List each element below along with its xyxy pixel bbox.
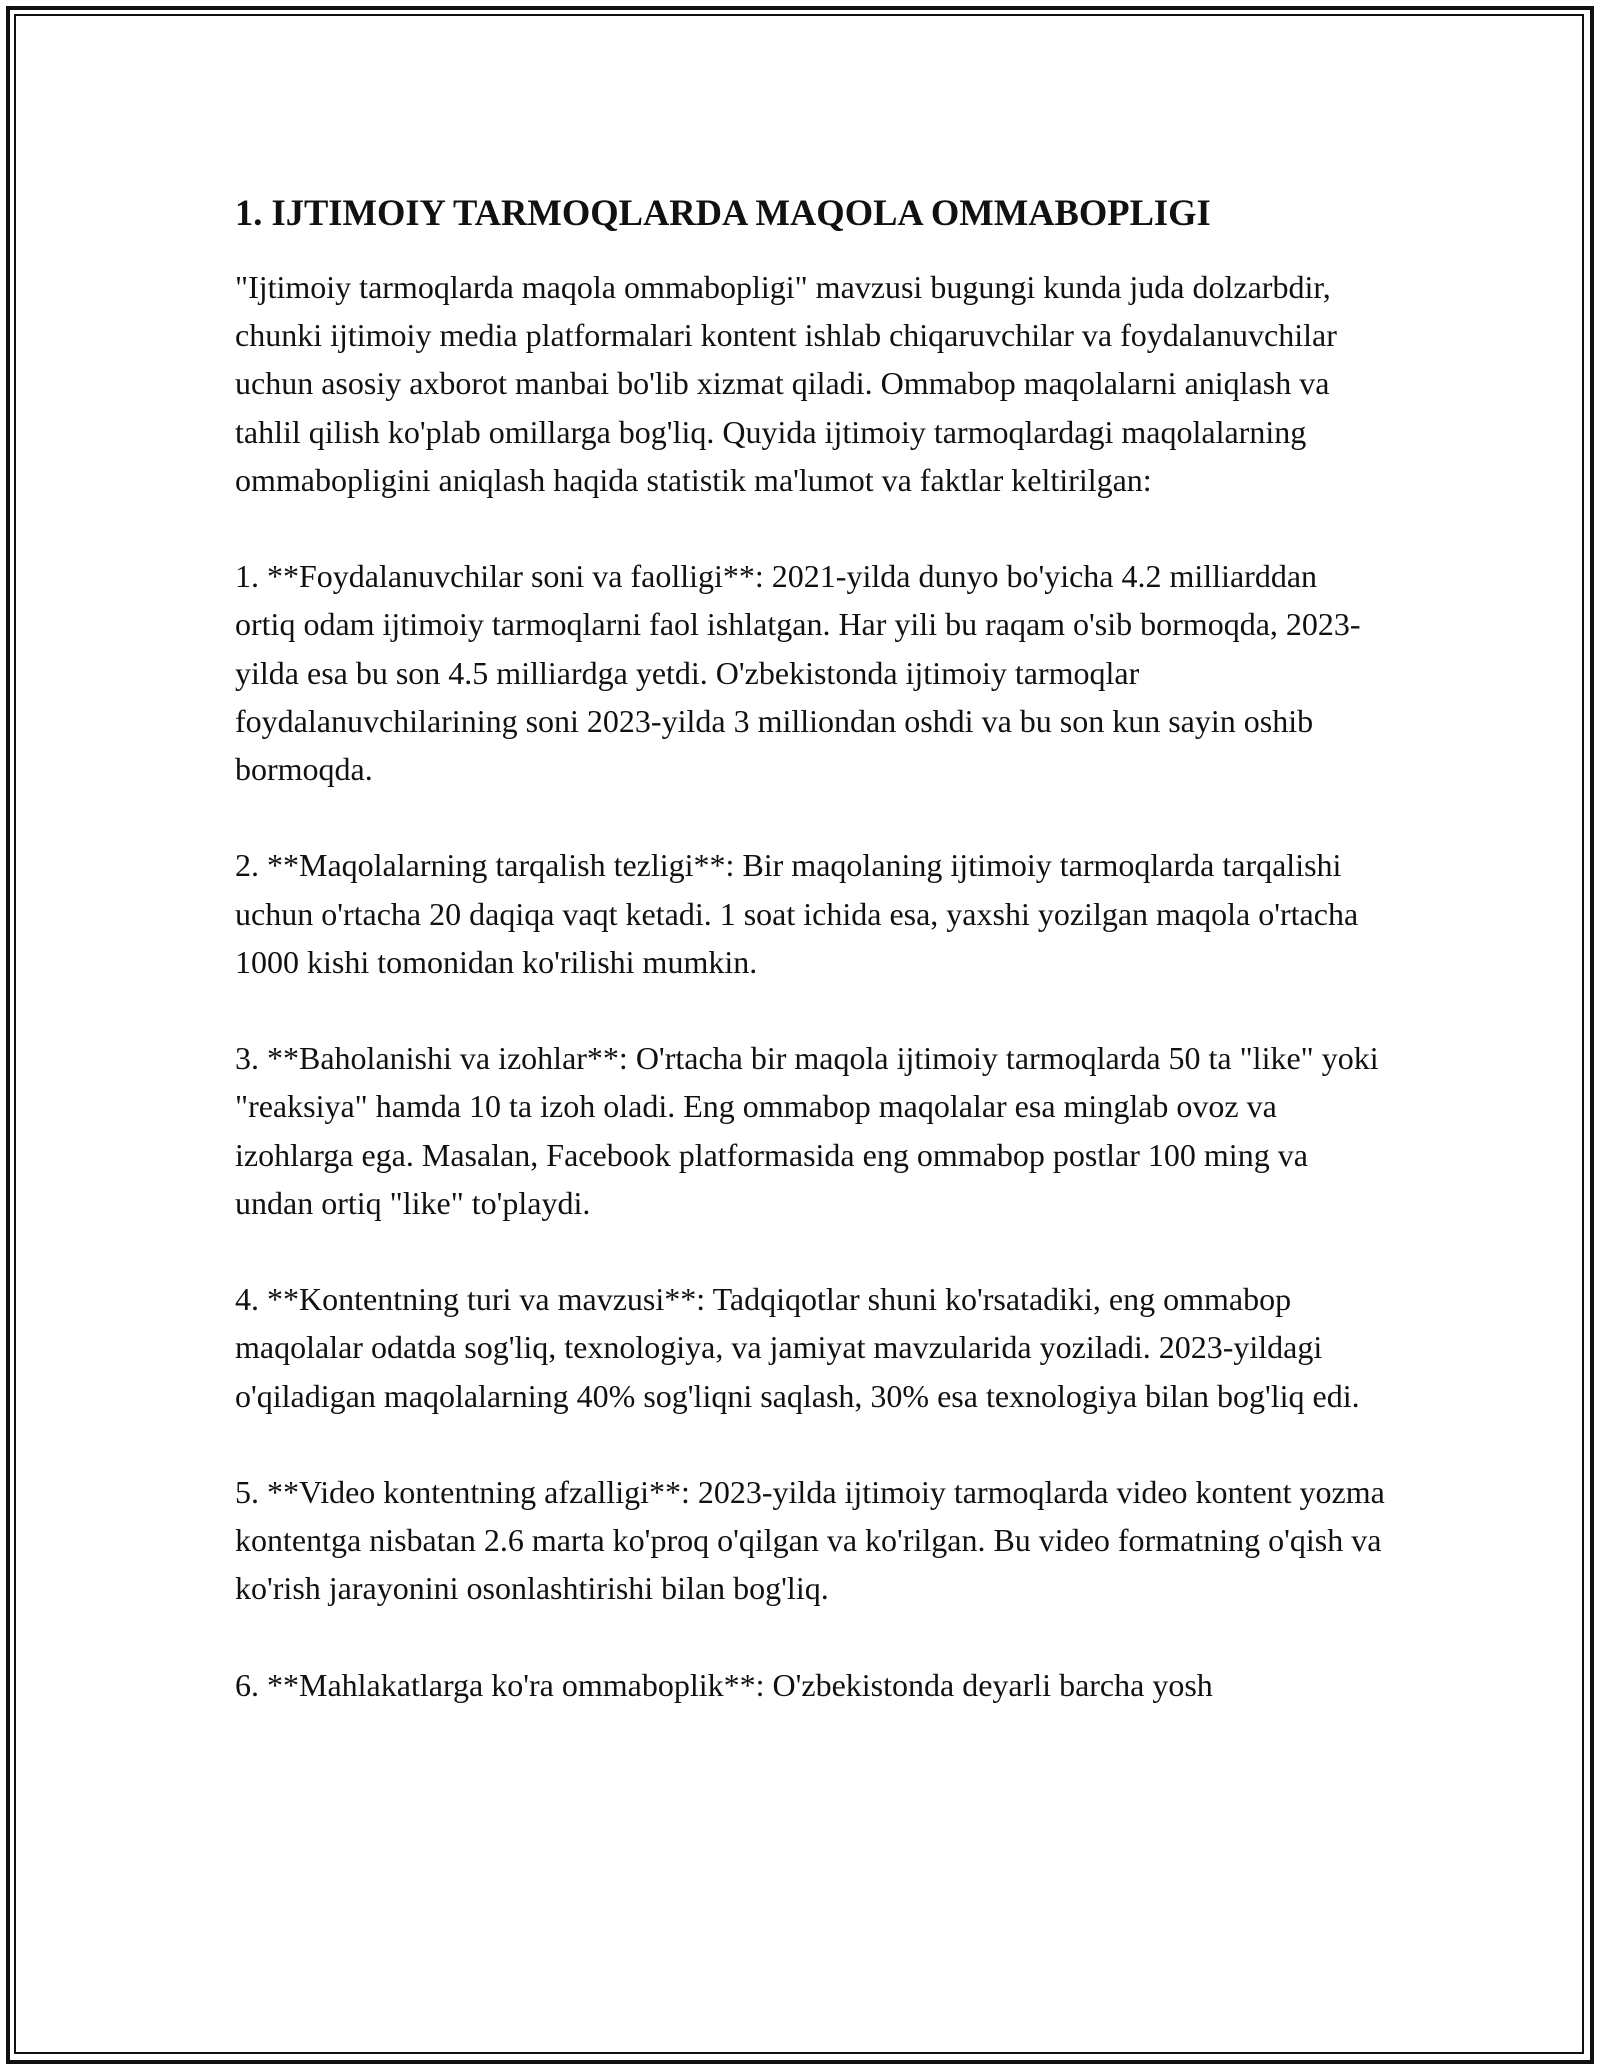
paragraph-item-5: 5. **Video kontentning afzalligi**: 2023-yilda ijtimoiy tarmoqlarda video kontent yozma kontentga nisbatan 2.6 marta ko'proq o'qilgan va ko'rilgan. Bu video formatning o'qish va ko'rish jarayonini osonlashtirishi bilan bog'liq. <box>235 1474 1385 1607</box>
paragraph-item-3: 3. **Baholanishi va izohlar**: O'rtacha bir maqola ijtimoiy tarmoqlarda 50 ta "like" yoki "reaksiya" hamda 10 ta izoh oladi. Eng ommabop maqolalar esa minglab ovoz va izohlarga ega. Masalan, Facebook platformasida eng ommabop postlar 100 ming va undan ortiq "like" to'playdi. <box>235 1040 1379 1221</box>
paragraph-intro: "Ijtimoiy tarmoqlarda maqola ommabopligi" mavzusi bugungi kunda juda dolzarbdir, chunki ijtimoiy media platformalari kontent ishlab chiqaruvchilar va foydalanuvchilar uchun asosiy axborot manbai bo'lib xizmat qiladi. Ommabop maqolalarni aniqlash va tahlil qilish ko'plab omillarga bog'liq. Quyida ijtimoiy tarmoqlardagi maqolalarning ommabopligini aniqlash haqida statistik ma'lumot va faktlar keltirilgan: <box>235 269 1337 498</box>
paragraph-item-1: 1. **Foydalanuvchilar soni va faolligi**: 2021-yilda dunyo bo'yicha 4.2 milliarddan ortiq odam ijtimoiy tarmoqlarni faol ishlatgan. Har yili bu raqam o'sib bormoqda, 2023-yilda esa bu son 4.5 milliardga yetdi. O'zbekistonda ijtimoiy tarmoqlar foydalanuvchilarining soni 2023-yilda 3 milliondan oshdi va bu son kun sayin oshib bormoqda. <box>235 558 1361 788</box>
document-title: 1. IJTIMOIY TARMOQLARDA MAQOLA OMMABOPLIGI <box>235 192 1211 233</box>
paragraph-item-2: 2. **Maqolalarning tarqalish tezligi**: Bir maqolaning ijtimoiy tarmoqlarda tarqalishi uchun o'rtacha 20 daqiqa vaqt ketadi. 1 soat ichida esa, yaxshi yozilgan maqola o'rtacha 1000 kishi tomonidan ko'rilishi mumkin. <box>235 847 1359 980</box>
paragraph-item-6: 6. **Mahlakatlarga ko'ra ommaboplik**: O'zbekistonda deyarli barcha yosh <box>235 1666 1213 1703</box>
document-body <box>235 185 1385 1709</box>
paragraph-item-4: 4. **Kontentning turi va mavzusi**: Tadqiqotlar shuni ko'rsatadiki, eng ommabop maqolalar odatda sog'liq, texnologiya, va jamiyat mavzularida yoziladi. 2023-yildagi o'qiladigan maqolalarning 40% sog'liqni saqlash, 30% esa texnologiya bilan bog'liq edi. <box>235 1281 1360 1414</box>
